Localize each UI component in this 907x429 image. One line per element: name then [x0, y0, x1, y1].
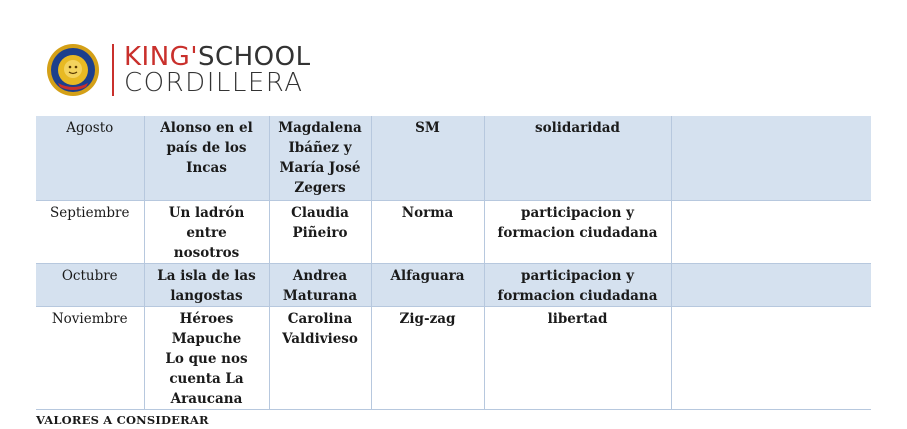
- author-cell: [269, 306, 371, 409]
- brand-cordillera: CORDILLERA: [124, 68, 304, 98]
- value-cell-line: libertad: [547, 310, 608, 327]
- brand-school: SCHOOL: [197, 42, 311, 72]
- extra-cell: [671, 116, 871, 200]
- publisher-cell: Zig-zag: [371, 306, 484, 409]
- value-cell: [484, 306, 671, 409]
- title-cell-line: Araucana: [170, 390, 243, 407]
- publisher-cell: SM: [371, 116, 484, 200]
- title-cell-line: La isla de las: [157, 267, 256, 284]
- author-cell-line: Ibáñez y: [288, 140, 352, 156]
- title-cell-line: Héroes: [179, 310, 234, 327]
- title-cell-line: nosotros: [173, 244, 240, 261]
- month-cell: Octubre: [36, 263, 144, 306]
- value-cell-line: formacion ciudadana: [497, 224, 658, 241]
- title-cell-line: país de los: [166, 140, 247, 156]
- title-cell-line: cuenta La: [169, 370, 244, 387]
- author-cell: [269, 116, 371, 200]
- author-cell-line: Valdivieso: [282, 330, 358, 347]
- author-cell-line: María José: [279, 160, 361, 176]
- brand-wordmark: [124, 44, 311, 96]
- author-cell-line: Magdalena: [278, 120, 362, 136]
- publisher-cell: Alfaguara: [371, 263, 484, 306]
- title-cell-line: Incas: [186, 160, 227, 176]
- school-logo: [46, 40, 311, 100]
- publisher-cell: Norma: [371, 200, 484, 263]
- extra-cell: [671, 263, 871, 306]
- value-cell-line: participacion y: [521, 267, 634, 284]
- school-crest-icon: [46, 43, 100, 97]
- values-heading: VALORES A CONSIDERAR: [36, 413, 209, 427]
- author-cell: [269, 263, 371, 306]
- month-cell: Agosto: [36, 116, 144, 200]
- author-cell-line: Zegers: [294, 180, 346, 196]
- author-cell-line: Piñeiro: [292, 224, 348, 241]
- table-row: [36, 306, 871, 409]
- title-cell-line: Lo que nos: [165, 350, 248, 367]
- title-cell: [144, 116, 269, 200]
- author-cell-line: Andrea: [292, 267, 348, 284]
- month-cell: Septiembre: [50, 204, 130, 221]
- title-cell: [144, 200, 269, 263]
- value-cell: [484, 200, 671, 263]
- value-cell: [484, 116, 671, 200]
- author-cell-line: Maturana: [282, 287, 358, 304]
- value-cell-line: formacion ciudadana: [497, 287, 658, 304]
- title-cell: [144, 306, 269, 409]
- value-cell-line: solidaridad: [535, 120, 620, 136]
- table-row: [36, 263, 871, 306]
- title-cell-line: Mapuche: [171, 330, 242, 347]
- reading-plan-table: [36, 116, 871, 410]
- value-cell-line: participacion y: [521, 204, 634, 221]
- month-cell: Noviembre: [51, 310, 128, 327]
- author-cell: [269, 200, 371, 263]
- author-cell-line: Carolina: [287, 310, 353, 327]
- title-cell-line: Un ladrón entre: [168, 204, 245, 241]
- table-row: [36, 200, 871, 263]
- value-cell: [484, 263, 671, 306]
- title-cell: [144, 263, 269, 306]
- table-row: [36, 116, 871, 200]
- title-cell-line: Alonso en el: [160, 120, 253, 136]
- title-cell-line: langostas: [170, 287, 243, 304]
- logo-divider: [112, 44, 114, 96]
- brand-king: KING': [124, 42, 198, 72]
- extra-cell: [671, 200, 871, 263]
- extra-cell: [671, 306, 871, 409]
- author-cell-line: Claudia: [291, 204, 349, 221]
